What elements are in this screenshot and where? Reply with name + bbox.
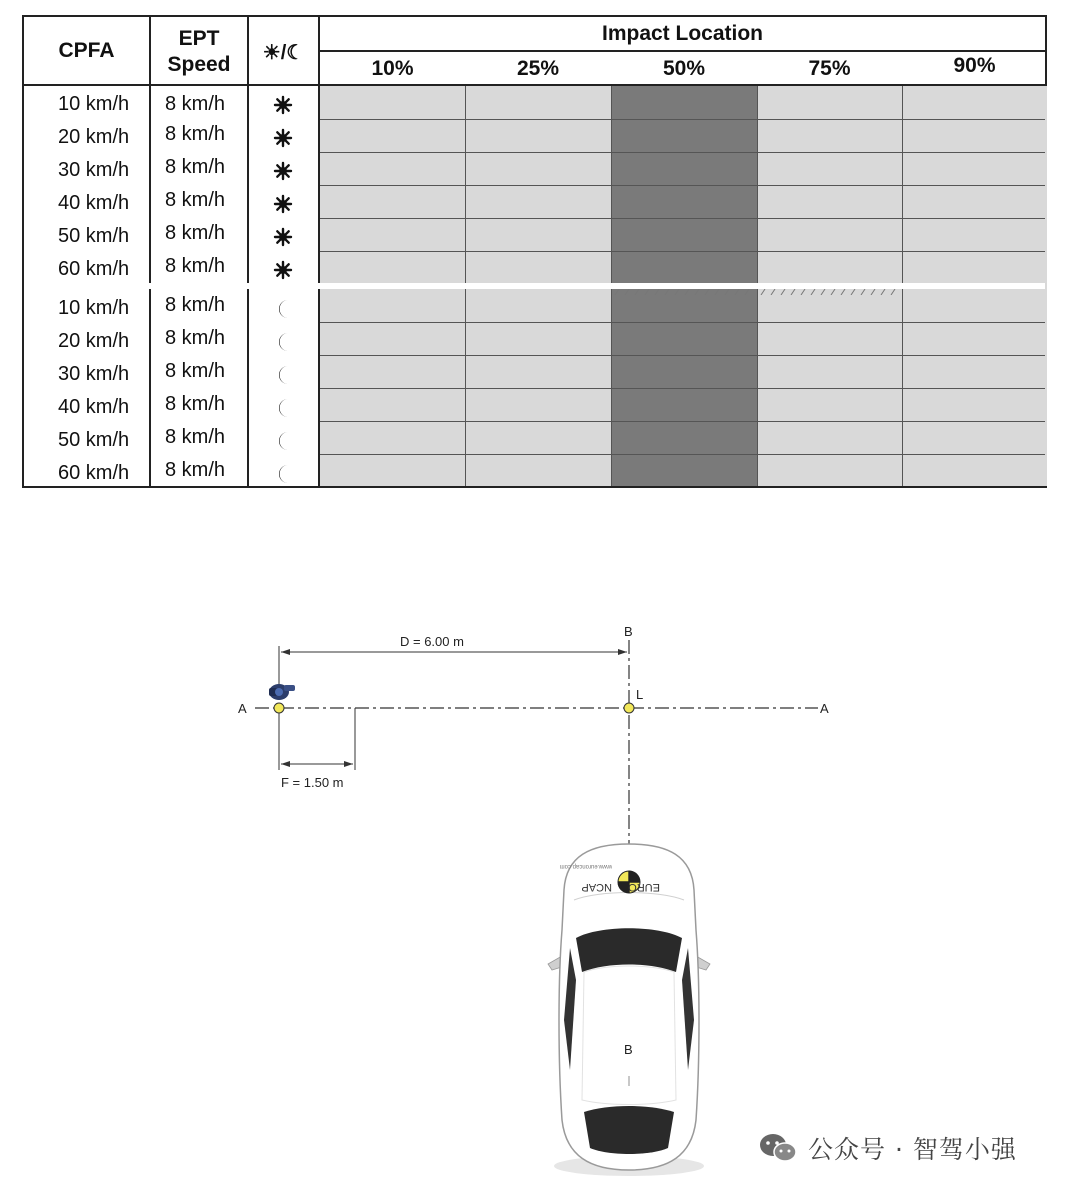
moon-icon xyxy=(273,331,297,353)
car-url: www.euroncap.com xyxy=(559,863,612,869)
night-row-2-cpfa: 20 km/h xyxy=(58,330,130,352)
wechat-icon xyxy=(758,1132,798,1164)
row-separator xyxy=(320,185,1045,186)
row-separator xyxy=(320,421,1045,422)
label-b-car: B xyxy=(624,1042,633,1057)
header-speed: Speed xyxy=(167,53,231,76)
header-impact-location: Impact Location xyxy=(601,22,764,45)
moon-icon xyxy=(273,463,297,485)
sun-icon xyxy=(271,192,295,216)
row-separator xyxy=(320,119,1045,120)
night-row-1-cpfa: 10 km/h xyxy=(58,297,130,319)
marker-impact-point-icon xyxy=(624,703,634,713)
row-separator xyxy=(320,388,1045,389)
label-l: L xyxy=(636,687,644,702)
night-row-5-cpfa: 50 km/h xyxy=(58,429,130,451)
label-b-top: B xyxy=(624,624,633,639)
header-impact-50: 50% xyxy=(662,57,706,80)
impact-subheader-divider xyxy=(320,50,1045,52)
moon-icon xyxy=(273,397,297,419)
arrow-head-icon xyxy=(618,649,627,655)
row-separator xyxy=(320,322,1045,323)
arrow-head-icon xyxy=(344,761,353,767)
sun-icon xyxy=(271,93,295,117)
day-row-4-cpfa: 40 km/h xyxy=(58,192,130,214)
header-ept: EPT xyxy=(178,27,220,50)
day-row-2-cpfa: 20 km/h xyxy=(58,126,130,148)
arrow-head-icon xyxy=(281,649,290,655)
night-row-1-ept: 8 km/h xyxy=(165,294,226,316)
moon-icon xyxy=(273,364,297,386)
row-separator xyxy=(320,355,1045,356)
distance-d-label: D = 6.00 m xyxy=(400,634,464,649)
row-separator xyxy=(320,218,1045,219)
day-row-5-ept: 8 km/h xyxy=(165,222,226,244)
header-impact-10: 10% xyxy=(371,57,414,80)
car-logo-euro: EURO xyxy=(628,881,660,893)
car-logo-ncap: NCAP xyxy=(581,881,612,893)
hatch-marks xyxy=(611,289,897,295)
label-a-left: A xyxy=(238,701,247,716)
moon-icon xyxy=(273,430,297,452)
header-impact-75: 75% xyxy=(808,57,851,80)
sun-icon xyxy=(271,126,295,150)
night-row-4-ept: 8 km/h xyxy=(165,393,226,415)
night-row-5-ept: 8 km/h xyxy=(165,426,226,448)
row-separator xyxy=(320,251,1045,252)
test-vehicle xyxy=(548,844,710,1176)
day-row-1-ept: 8 km/h xyxy=(165,93,226,115)
day-row-3-cpfa: 30 km/h xyxy=(58,159,130,181)
day-row-2-ept: 8 km/h xyxy=(165,123,226,145)
day-row-3-ept: 8 km/h xyxy=(165,156,226,178)
watermark-text: 公众号 · 智驾小强 xyxy=(808,1135,1017,1164)
day-row-6-cpfa: 60 km/h xyxy=(58,258,130,280)
test-setup-diagram xyxy=(0,600,1080,1191)
marker-start-icon xyxy=(274,703,284,713)
sun-icon xyxy=(271,225,295,249)
sun-icon xyxy=(271,258,295,282)
night-row-6-cpfa: 60 km/h xyxy=(58,462,130,484)
day-row-4-ept: 8 km/h xyxy=(165,189,226,211)
column-divider xyxy=(149,17,151,486)
header-cpfa: CPFA xyxy=(58,39,115,62)
sun-icon xyxy=(271,159,295,183)
row-separator xyxy=(320,454,1045,455)
header-lighting: ☀/☾ xyxy=(262,42,305,64)
night-row-3-cpfa: 30 km/h xyxy=(58,363,130,385)
night-row-6-ept: 8 km/h xyxy=(165,459,226,481)
moon-icon xyxy=(273,298,297,320)
day-row-5-cpfa: 50 km/h xyxy=(58,225,130,247)
arrow-head-icon xyxy=(281,761,290,767)
night-row-4-cpfa: 40 km/h xyxy=(58,396,130,418)
distance-f-label: F = 1.50 m xyxy=(281,775,344,790)
row-separator xyxy=(320,152,1045,153)
day-row-1-cpfa: 10 km/h xyxy=(58,93,130,115)
header-impact-25: 25% xyxy=(516,57,560,80)
day-row-6-ept: 8 km/h xyxy=(165,255,226,277)
test-matrix-table xyxy=(22,15,1047,488)
night-row-3-ept: 8 km/h xyxy=(165,360,226,382)
header-impact-90: 90% xyxy=(953,54,996,77)
label-a-right: A xyxy=(820,701,829,716)
watermark xyxy=(758,1128,1017,1168)
pedestrian-target-icon xyxy=(269,684,295,700)
column-divider xyxy=(247,17,249,486)
night-row-2-ept: 8 km/h xyxy=(165,327,226,349)
